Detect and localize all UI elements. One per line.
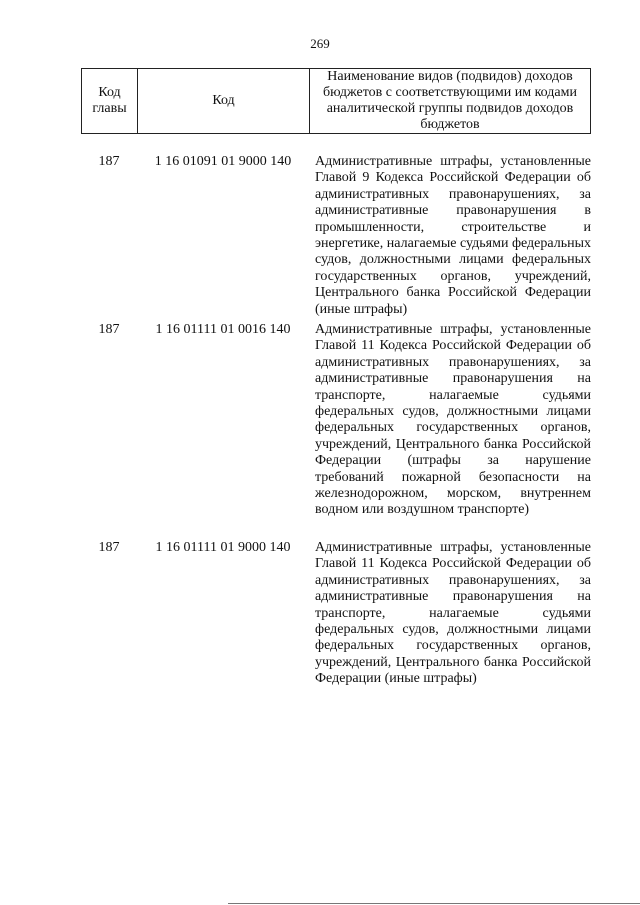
table-row [81, 540, 591, 688]
row-chapter-code: 187 [98, 322, 120, 337]
row-chapter-code: 187 [98, 154, 120, 169]
row-name: Административные штрафы, установленные Главой 9 Кодекса Российской Федерации об административных правонарушениях, за административные правонарушения в промышленности, строительстве и энергетике, налагаемые судьями федеральных судов, должностными лицами федеральных государственных органов, учреждений, Центрального банка Российской Федерации (иные штрафы) [315, 154, 591, 317]
header-name: Наименование видов (подвидов) доходов бюджетов с соответствующими им кодами аналитической группы подвидов доходов бюджетов [323, 69, 577, 132]
header-code: Код [138, 69, 310, 133]
row-name: Административные штрафы, установленные Главой 11 Кодекса Российской Федерации об административных правонарушениях, за административные правонарушения на транспорте, налагаемые судьями федеральных судов, должностными лицами федеральных государственных органов, учреждений, Центрального банка Российской Федерации (штрафы за нарушение требований пожарной безопасности на железнодорожном, морском, внутреннем водном или воздушном транспорте) [315, 322, 591, 518]
table-row [81, 322, 591, 519]
page-number: 269 [310, 36, 330, 51]
row-code: 1 16 01111 01 9000 140 [155, 540, 291, 555]
row-chapter-code: 187 [98, 540, 120, 555]
row-code: 1 16 01091 01 9000 140 [154, 154, 292, 169]
row-name: Административные штрафы, установленные Главой 11 Кодекса Российской Федерации об административных правонарушениях, за административные правонарушения на транспорте, налагаемые судьями федеральных судов, должностными лицами федеральных государственных органов, учреждений, Центрального банка Российской Федерации (иные штрафы) [315, 540, 591, 687]
table-row [81, 154, 591, 318]
row-code: 1 16 01111 01 0016 140 [155, 322, 291, 337]
header-chapter-code: Код главы [82, 69, 138, 133]
scan-edge-line [228, 903, 640, 904]
table-header [81, 68, 591, 134]
